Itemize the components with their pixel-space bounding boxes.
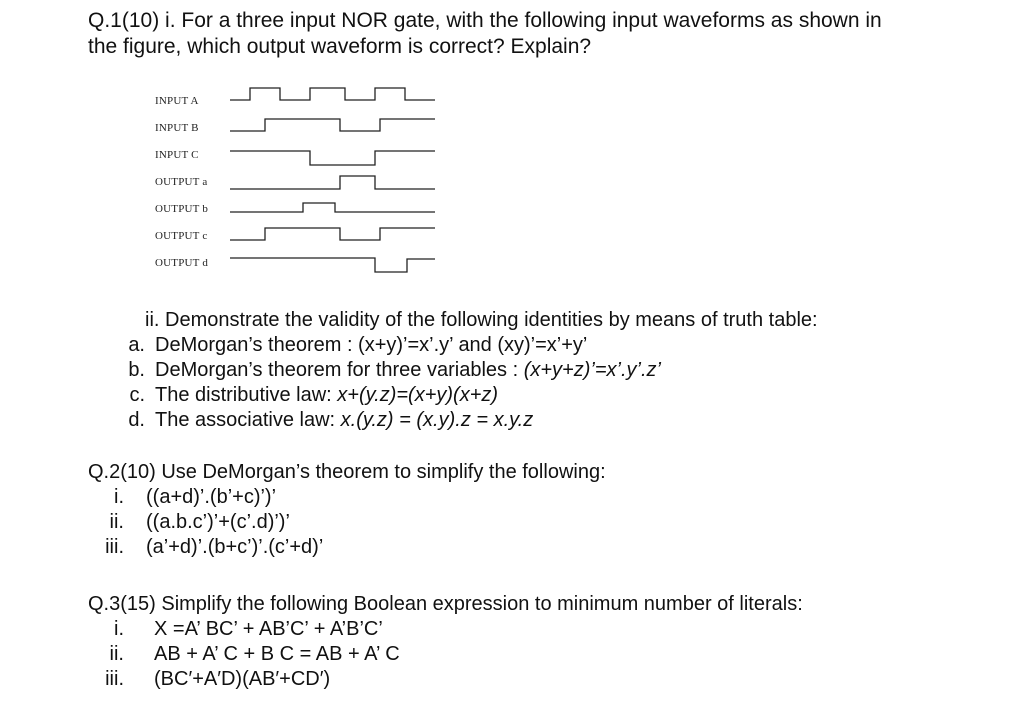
q3-item-ii (88, 642, 803, 667)
item-marker: b. (128, 359, 145, 381)
q3-item-i (88, 617, 803, 642)
item-math: x.(y.z) = (x.y).z = x.y.z (340, 409, 534, 431)
item-marker: i. (114, 618, 124, 640)
label-output-d: OUTPUT d (155, 257, 209, 269)
item-text: ((a.b.c’)’+(c’.d)’)’ (146, 511, 290, 533)
label-output-b: OUTPUT b (155, 203, 209, 215)
identity-item-d (128, 408, 818, 433)
item-marker: d. (128, 409, 145, 431)
item-marker: c. (129, 384, 145, 406)
question-3 (88, 592, 803, 692)
item-marker: iii. (105, 668, 124, 690)
identity-item-a (128, 333, 818, 358)
question-1-line-1: Q.1(10) i. For a three input NOR gate, with the following input waveforms as shown in (88, 9, 882, 32)
item-text: X =A’ BC’ + AB’C’ + A’B’C’ (154, 618, 383, 640)
question-2-title: Q.2(10) Use DeMorgan’s theorem to simplify the following: (88, 461, 606, 483)
label-input-a: INPUT A (155, 95, 199, 107)
item-text: (BC′+A′D)(AB′+CD′) (154, 668, 331, 690)
question-2 (88, 460, 606, 560)
identity-item-b (128, 358, 818, 383)
wave-output-a (230, 176, 435, 189)
identity-item-c (129, 383, 818, 408)
item-text: DeMorgan’s theorem : (x+y)’=x’.y’ and (xy)’=x’+y’ (155, 334, 588, 356)
item-math: x+(y.z)=(x+y)(x+z) (337, 384, 499, 406)
wave-output-c (230, 228, 435, 240)
item-text: The associative law: (155, 409, 341, 431)
part-ii-intro: ii. Demonstrate the validity of the following identities by means of truth table: (145, 309, 818, 331)
label-output-c: OUTPUT c (155, 230, 208, 242)
question-1-header (88, 8, 988, 60)
question-1-line-2: the figure, which output waveform is correct? Explain? (88, 35, 592, 58)
item-marker: a. (128, 334, 145, 356)
waveform-figure (155, 82, 455, 282)
waveform-traces (225, 82, 445, 282)
wave-output-d (230, 258, 435, 272)
question-3-title: Q.3(15) Simplify the following Boolean expression to minimum number of literals: (88, 593, 803, 615)
label-output-a: OUTPUT a (155, 176, 208, 188)
q2-item-iii (88, 535, 606, 560)
label-input-c: INPUT C (155, 149, 199, 161)
item-text: The distributive law: (155, 384, 338, 406)
label-input-b: INPUT B (155, 122, 199, 134)
item-text: ((a+d)’.(b’+c)’)’ (146, 486, 277, 508)
item-text: DeMorgan’s theorem for three variables : (155, 359, 524, 381)
item-marker: ii. (109, 643, 124, 665)
item-marker: ii. (109, 511, 124, 533)
q2-item-ii (88, 510, 606, 535)
wave-input-a (230, 88, 435, 100)
wave-input-c (230, 151, 435, 165)
wave-input-b (230, 119, 435, 131)
item-math: (x+y+z)’=x’.y’.z’ (523, 359, 661, 381)
item-marker: i. (114, 486, 124, 508)
item-text: AB + A’ C + B C = AB + A’ C (154, 643, 400, 665)
wave-output-b (230, 203, 435, 212)
question-1-part-ii (128, 308, 818, 433)
q3-item-iii (88, 667, 803, 692)
item-text: (a’+d)’.(b+c’)’.(c’+d)’ (146, 536, 324, 558)
item-marker: iii. (105, 536, 124, 558)
q2-item-i (88, 485, 606, 510)
